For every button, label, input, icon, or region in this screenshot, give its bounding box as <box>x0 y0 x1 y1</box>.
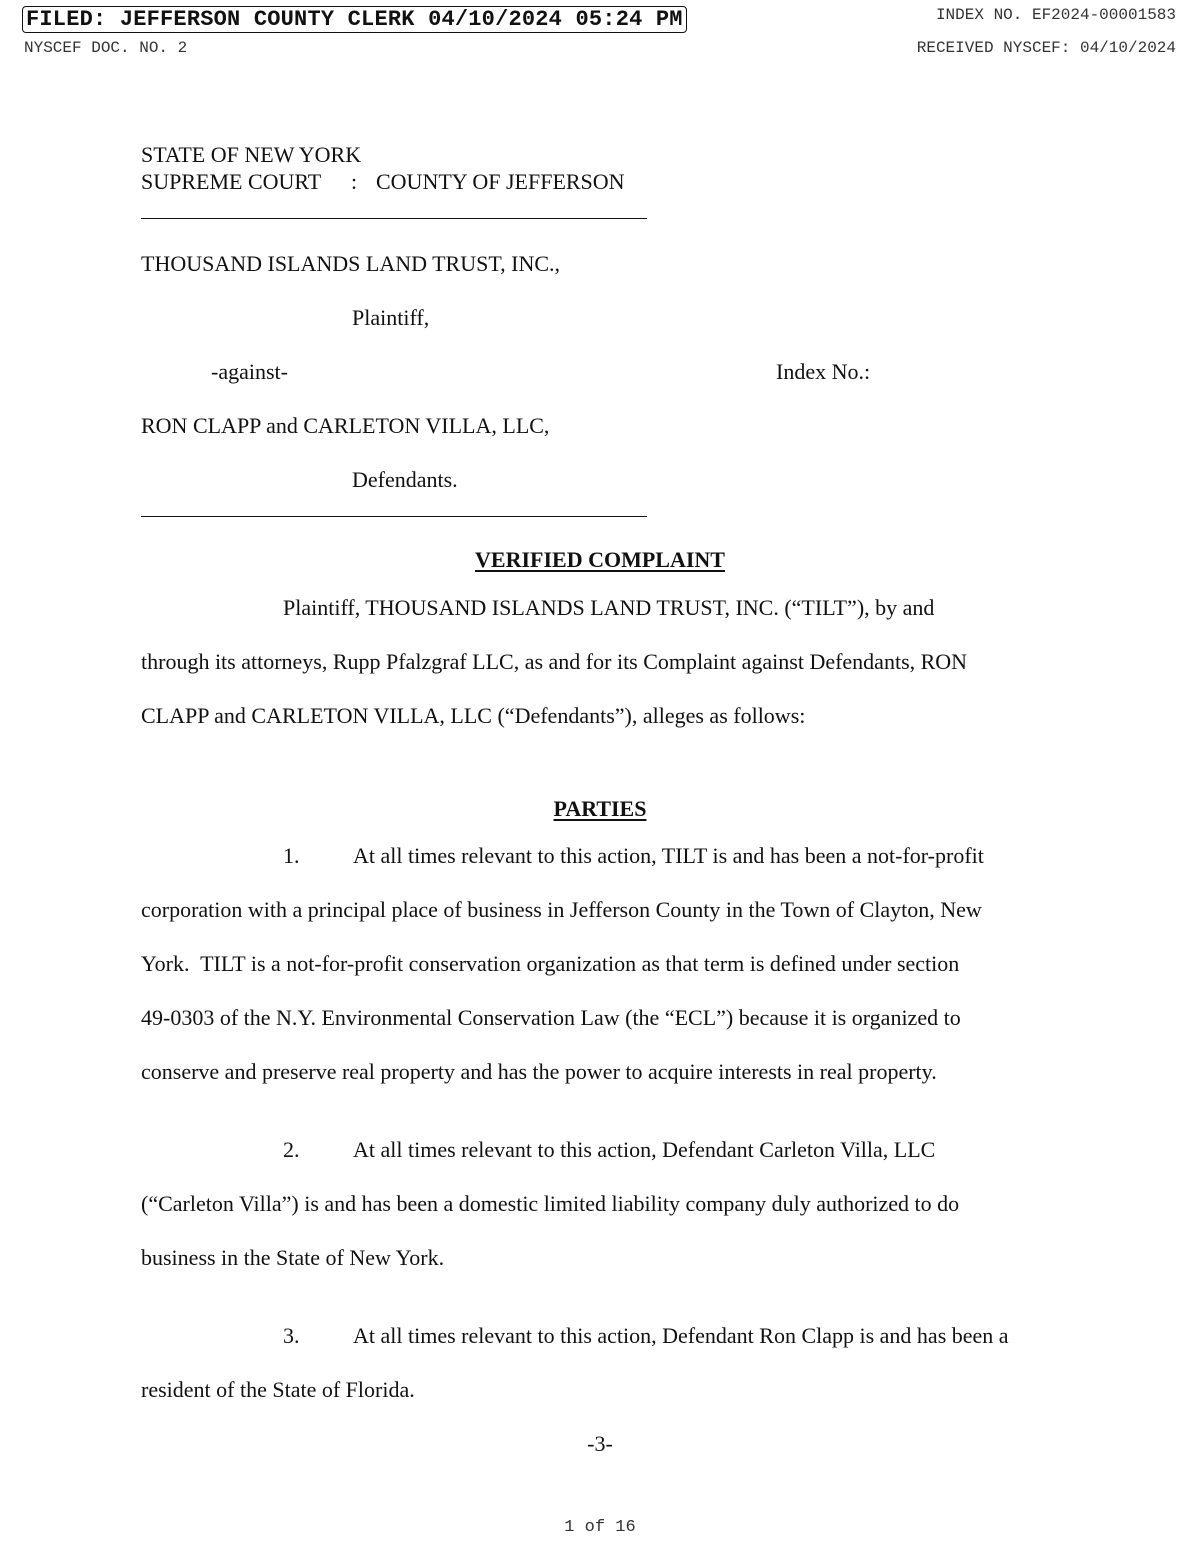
intro-line: CLAPP and CARLETON VILLA, LLC (“Defendants”), alleges as follows: <box>141 703 806 728</box>
section-heading-parties: PARTIES <box>553 796 647 821</box>
nyscef-doc-number: NYSCEF DOC. NO. 2 <box>24 39 188 57</box>
plaintiff-label: Plaintiff, <box>352 305 430 330</box>
caption-court: SUPREME COURT <box>141 169 322 194</box>
defendants-name: RON CLAPP and CARLETON VILLA, LLC, <box>141 413 550 438</box>
received-date: RECEIVED NYSCEF: 04/10/2024 <box>916 39 1176 57</box>
paragraph-line: business in the State of New York. <box>141 1245 445 1270</box>
caption-rule-bottom <box>141 516 647 517</box>
intro-line: through its attorneys, Rupp Pfalzgraf LLC, as and for its Complaint against Defendants, RON <box>141 649 968 674</box>
page-number: -3- <box>587 1431 613 1456</box>
paragraph-number: 2. <box>283 1137 300 1162</box>
paragraph-number: 1. <box>283 843 300 868</box>
paragraph-line: 49-0303 of the N.Y. Environmental Conservation Law (the “ECL”) because it is organized to <box>141 1005 961 1030</box>
paragraph-line: resident of the State of Florida. <box>141 1377 415 1402</box>
paragraph-line: At all times relevant to this action, Defendant Carleton Villa, LLC <box>353 1137 936 1162</box>
paragraph-line: York. TILT is a not-for-profit conservation organization as that term is defined under section <box>141 951 960 976</box>
index-no-label: Index No.: <box>776 359 871 384</box>
defendants-label: Defendants. <box>352 467 458 492</box>
document-title: VERIFIED COMPLAINT <box>475 547 725 572</box>
page-of-total: 1 of 16 <box>564 1518 636 1537</box>
paragraph-line: corporation with a principal place of business in Jefferson County in the Town of Clayton, New <box>141 897 982 922</box>
paragraph-number: 3. <box>283 1323 300 1348</box>
paragraph-line: (“Carleton Villa”) is and has been a domestic limited liability company duly authorized to do <box>141 1191 960 1216</box>
filed-stamp: FILED: JEFFERSON COUNTY CLERK 04/10/2024 05:24 PM <box>22 6 687 33</box>
against-label: -against- <box>211 359 288 384</box>
paragraph-line: conserve and preserve real property and has the power to acquire interests in real property. <box>141 1059 937 1084</box>
paragraph-line: At all times relevant to this action, Defendant Ron Clapp is and has been a <box>353 1323 1009 1348</box>
caption-rule-top <box>141 218 647 219</box>
plaintiff-name: THOUSAND ISLANDS LAND TRUST, INC., <box>141 251 561 276</box>
paragraph-line: At all times relevant to this action, TILT is and has been a not-for-profit <box>353 843 984 868</box>
caption-county: COUNTY OF JEFFERSON <box>376 169 625 194</box>
caption-colon: : <box>351 169 358 194</box>
intro-line: Plaintiff, THOUSAND ISLANDS LAND TRUST, INC. (“TILT”), by and <box>283 595 935 620</box>
index-number: INDEX NO. EF2024-00001583 <box>935 6 1176 24</box>
caption-state: STATE OF NEW YORK <box>141 142 362 167</box>
